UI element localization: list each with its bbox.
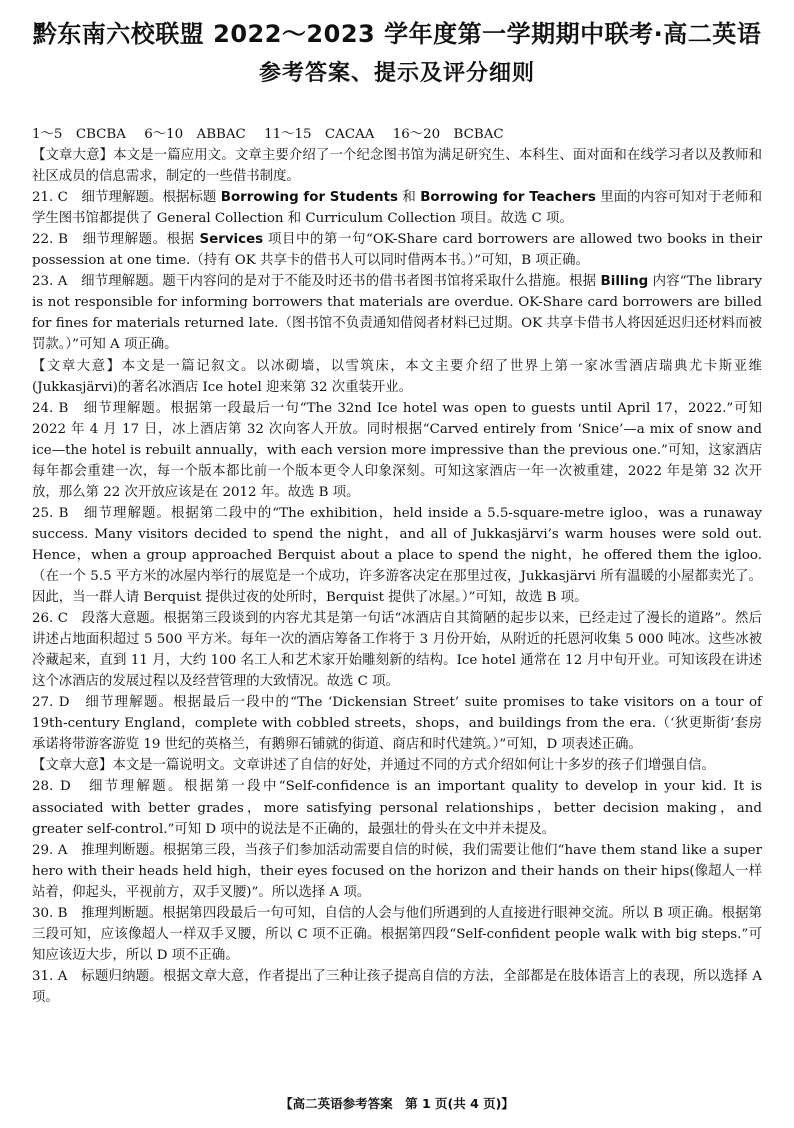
answer-key-line — [32, 124, 762, 145]
question-29-explanation: 29. A 推理判断题。根据第三段，当孩子们参加活动需要自信的时候，我们需要让他们“have them stand like a super hero with their heads held high，their eyes focused on the horizon and their hands on their hips(像超人一样站着，仰起头，平视前方，双手叉腰)”。所以选择 A 项。 — [32, 842, 762, 900]
answer-group-1: 1～5 CBCBA — [32, 127, 126, 142]
question-21-explanation: 21. C 细节理解题。根据标题 Borrowing for Students 和 Borrowing for Teachers 里面的内容可知对于老师和学生图书馆都提供了 General Collection 和 Curriculum Collection 项目。故选 C 项。 — [32, 190, 762, 227]
question-22-explanation: 22. B 细节理解题。根据 Services 项目中的第一句“OK-Share card borrowers are allowed two books in their possession at one time.（持有 OK 共享卡的借书人可以同时借两本书。）”可知，B 项正确。 — [32, 232, 762, 269]
answer-group-4: 16～20 BCBAC — [392, 127, 504, 142]
question-31-explanation: 31. A 标题归纳题。根据文章大意，作者提出了三种让孩子提高自信的方法，全部都是在肢体语言上的表现，所以选择 A 项。 — [32, 968, 762, 1005]
section-b-summary: 【文章大意】本文是一篇记叙文。以冰砌墙，以雪筑床，本文主要介绍了世界上第一家冰雪酒店瑞典尤卡斯亚维(Jukkasjärvi)的著名冰酒店 Ice hotel 迎来第 32 次重装开业。 — [32, 358, 762, 395]
document-body — [32, 124, 762, 1008]
question-24-explanation: 24. B 细节理解题。根据第一段最后一句“The 32nd Ice hotel was open to guests until April 17，2022.”可知 2022 年 4 月 17 日，冰上酒店第 32 次向客人开放。同时根据“Carved entirely from ‘Snice’—a mix of snow and ice—the hotel is rebuilt annually，with each version more impressive than the previous one.”可知，这家酒店每年都会重建一次，每一个版本都比前一个版本更令人印象深刻。可知这家酒店一年一次被重建，2022 年是第 32 次开放，那么第 22 次开放应该是在 2012 年。故选 B 项。 — [32, 400, 762, 500]
section-a-summary: 【文章大意】本文是一篇应用文。文章主要介绍了一个纪念图书馆为满足研究生、本科生、面对面和在线学习者以及教师和社区成员的信息需求，制定的一些借书制度。 — [32, 148, 762, 185]
question-23-explanation: 23. A 细节理解题。题干内容问的是对于不能及时还书的借书者图书馆将采取什么措施。根据 Billing 内容“The library is not responsible for informing borrowers that materials are overdue. OK-Share card borrowers are billed for fines for materials returned late.（图书馆不负责通知借阅者材料已过期。OK 共享卡借书人将因延迟归还材料而被罚款。）”可知 A 项正确。 — [32, 274, 762, 353]
question-28-explanation: 28. D 细节理解题。根据第一段中“Self-confidence is an important quality to develop in your kid. It is associated with better grades，more satisfying personal relationships，better decision making，and greater self-control.”可知 D 项中的说法是不正确的，最强壮的骨头在文中并未提及。 — [32, 779, 762, 837]
page-footer: 【高二英语参考答案 第 1 页(共 4 页)】 — [280, 1096, 514, 1111]
question-30-explanation: 30. B 推理判断题。根据第四段最后一句可知，自信的人会与他们所遇到的人直接进行眼神交流。所以 B 项正确。根据第三段可知，应该像超人一样双手叉腰，所以 C 项不正确。根据第四段“Self-confident people walk with big steps.”可知应该迈大步，所以 D 项不正确。 — [32, 905, 762, 963]
section-c-summary: 【文章大意】本文是一篇说明文。文章讲述了自信的好处，并通过不同的方式介绍如何让十多岁的孩子们增强自信。 — [32, 758, 715, 774]
document-subtitle: 参考答案、提示及评分细则 — [258, 61, 535, 86]
question-26-explanation: 26. C 段落大意题。根据第三段谈到的内容尤其是第一句话“冰酒店自其简陋的起步以来，已经走过了漫长的道路”。然后讲述占地面积超过 5 500 平方米。每年一次的酒店筹备工作将于 3 月份开始，从附近的托恩河收集 5 000 吨冰。这些冰被冷藏起来，直到 11 月，大约 100 名工人和艺术家开始雕刻新的结构。Ice hotel 通常在 12 月中旬开业。可知该段在讲述这个冰酒店的发展过程以及经营管理的大致情况。故选 C 项。 — [32, 611, 762, 690]
answer-group-3: 11～15 CACAA — [264, 127, 375, 142]
answer-group-2: 6～10 ABBAC — [144, 127, 246, 142]
question-25-explanation: 25. B 细节理解题。根据第二段中的“The exhibition，held inside a 5.5-square-metre igloo，was a runaway success. Many visitors decided to spend the night，and all of Jukkasjärvi’s warm houses were sold out. Hence，when a group approached Berquist about a place to spend the night，he offered them the igloo.（在一个 5.5 平方米的冰屋内举行的展览是一个成功，许多游客决定在那里过夜，Jukkasjärvi 所有温暖的小屋都卖光了。因此，当一群人请 Berquist 提供过夜的处所时，Berquist 提供了冰屋。）”可知，故选 B 项。 — [32, 505, 762, 606]
document-title: 黔东南六校联盟 2022～2023 学年度第一学期期中联考·高二英语 — [32, 20, 762, 48]
question-27-explanation: 27. D 细节理解题。根据最后一段中的“The ‘Dickensian Street’ suite promises to take visitors on a tour of 19th-century England，complete with cobbled streets，shops，and buildings from the era.（‘狄更斯街’套房承诺将带游客游览 19 世纪的英格兰，有鹅卵石铺就的街道、商店和时代建筑。）”可知，D 项表述正确。 — [32, 695, 762, 753]
